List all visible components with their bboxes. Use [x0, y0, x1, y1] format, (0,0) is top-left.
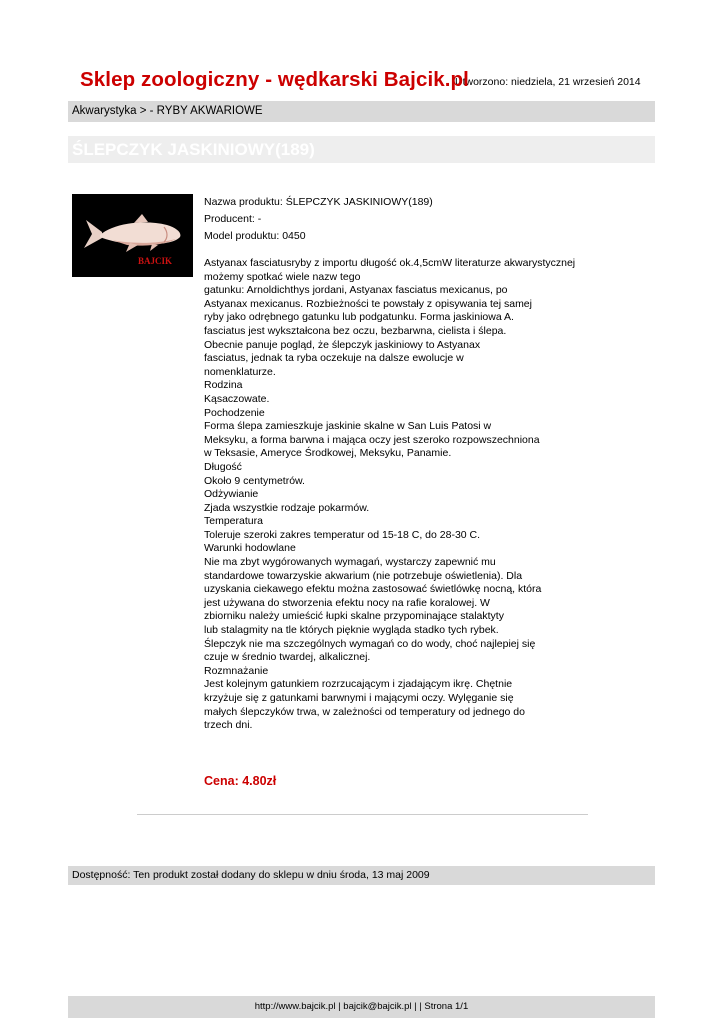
description-line: w Teksasie, Ameryce Środkowej, Meksyku, Panamie. [204, 447, 452, 460]
product-name: Nazwa produktu: ŚLEPCZYK JASKINIOWY(189) [204, 196, 433, 208]
description-line: trzech dni. [204, 719, 253, 732]
description-line: Rozmnażanie [204, 664, 269, 677]
description-line: Rodzina [204, 379, 243, 392]
description-line: ryby jako odrębnego gatunku lub podgatunku. Forma jaskiniowa A. [204, 311, 514, 324]
description-line: czuje w średnio twardej, alkalicznej. [204, 651, 371, 664]
description-line: Temperatura [204, 515, 263, 528]
divider [137, 814, 588, 815]
description-line: Kąsaczowate. [204, 392, 270, 405]
description-line: uzyskania ciekawego efektu można zastosować świetlówkę nocną, która [204, 583, 542, 596]
created-date: Utworzono: niedziela, 21 wrzesień 2014 [455, 76, 641, 88]
description-line: Astyanax mexicanus. Rozbieżności te powstały z opisywania tej samej [204, 297, 532, 310]
description-line: fasciatus jest wykształcona bez oczu, bezbarwna, cielista i ślepa. [204, 324, 507, 337]
description-line: standardowe towarzyskie akwarium (nie potrzebuje oświetlenia). Dla [204, 569, 523, 582]
availability-bar: Dostępność: Ten produkt został dodany do sklepu w dniu środa, 13 maj 2009 [68, 866, 655, 885]
product-model: Model produktu: 0450 [204, 230, 306, 242]
description-line: krzyżuje się z gatunkami barwnymi i mającymi oczy. Wylęganie się [204, 692, 514, 704]
description-line: Pochodzenie [204, 406, 265, 419]
description-line: Odżywianie [204, 488, 259, 501]
description-line: jest używana do stworzenia efektu nocy na rafie koralowej. W [204, 596, 490, 609]
description-line: zbiorniku należy umieścić łupki skalne przypominające stalaktyty [204, 610, 504, 623]
product-heading: ŚLEPCZYK JASKINIOWY(189) [68, 136, 655, 163]
description-line: Długość [204, 460, 242, 473]
description-line: Nie ma zbyt wygórowanych wymagań, wystarczy zapewnić mu [204, 556, 496, 569]
product-description [204, 257, 624, 733]
bajcik-logo-text: BAJCIK [138, 256, 173, 266]
product-details [204, 196, 624, 733]
store-title: Sklep zoologiczny - wędkarski Bajcik.pl [80, 68, 469, 91]
description-line: Około 9 centymetrów. [204, 474, 305, 487]
product-image [72, 194, 193, 277]
description-line: lub stalagmity na tle których pięknie wygląda stadko tych rybek. [204, 624, 499, 637]
breadcrumb[interactable]: Akwarystyka > - RYBY AKWARIOWE [68, 101, 655, 122]
product-producer: Producent: - [204, 213, 262, 225]
description-line: Warunki hodowlane [204, 542, 296, 555]
description-line: Ślepczyk nie ma szczególnych wymagań co do wody, choć najlepiej się [204, 637, 536, 650]
description-line: Forma ślepa zamieszkuje jaskinie skalne w San Luis Patosi w [204, 420, 492, 433]
description-line: Meksyku, a forma barwna i mająca oczy jest szeroko rozpowszechniona [204, 433, 540, 446]
description-line: Zjada wszystkie rodzaje pokarmów. [204, 501, 370, 514]
description-line: fasciatus, jednak ta ryba oczekuje na dalsze ewolucje w [204, 352, 464, 365]
description-line: możemy spotkać wiele nazw tego [204, 270, 361, 283]
description-line: nomenklaturze. [204, 365, 276, 378]
description-line: Obecnie panuje pogląd, że ślepczyk jaskiniowy to Astyanax [204, 338, 481, 351]
description-line: Astyanax fasciatusryby z importu długość ok.4,5cmW literaturze akwarystycznej [204, 257, 576, 269]
footer: http://www.bajcik.pl | bajcik@bajcik.pl | | Strona 1/1 [68, 996, 655, 1018]
description-line: Jest kolejnym gatunkiem rozrzucającym i zjadającym ikrę. Chętnie [204, 678, 513, 691]
product-price: Cena: 4.80zł [204, 774, 277, 788]
description-line: Toleruje szeroki zakres temperatur od 15-18 C, do 28-30 C. [204, 528, 481, 541]
description-line: małych ślepczyków trwa, w zależności od temperatury od jednego do [204, 705, 525, 718]
description-line: gatunku: Arnoldichthys jordani, Astyanax fasciatus mexicanus, po [204, 284, 508, 297]
